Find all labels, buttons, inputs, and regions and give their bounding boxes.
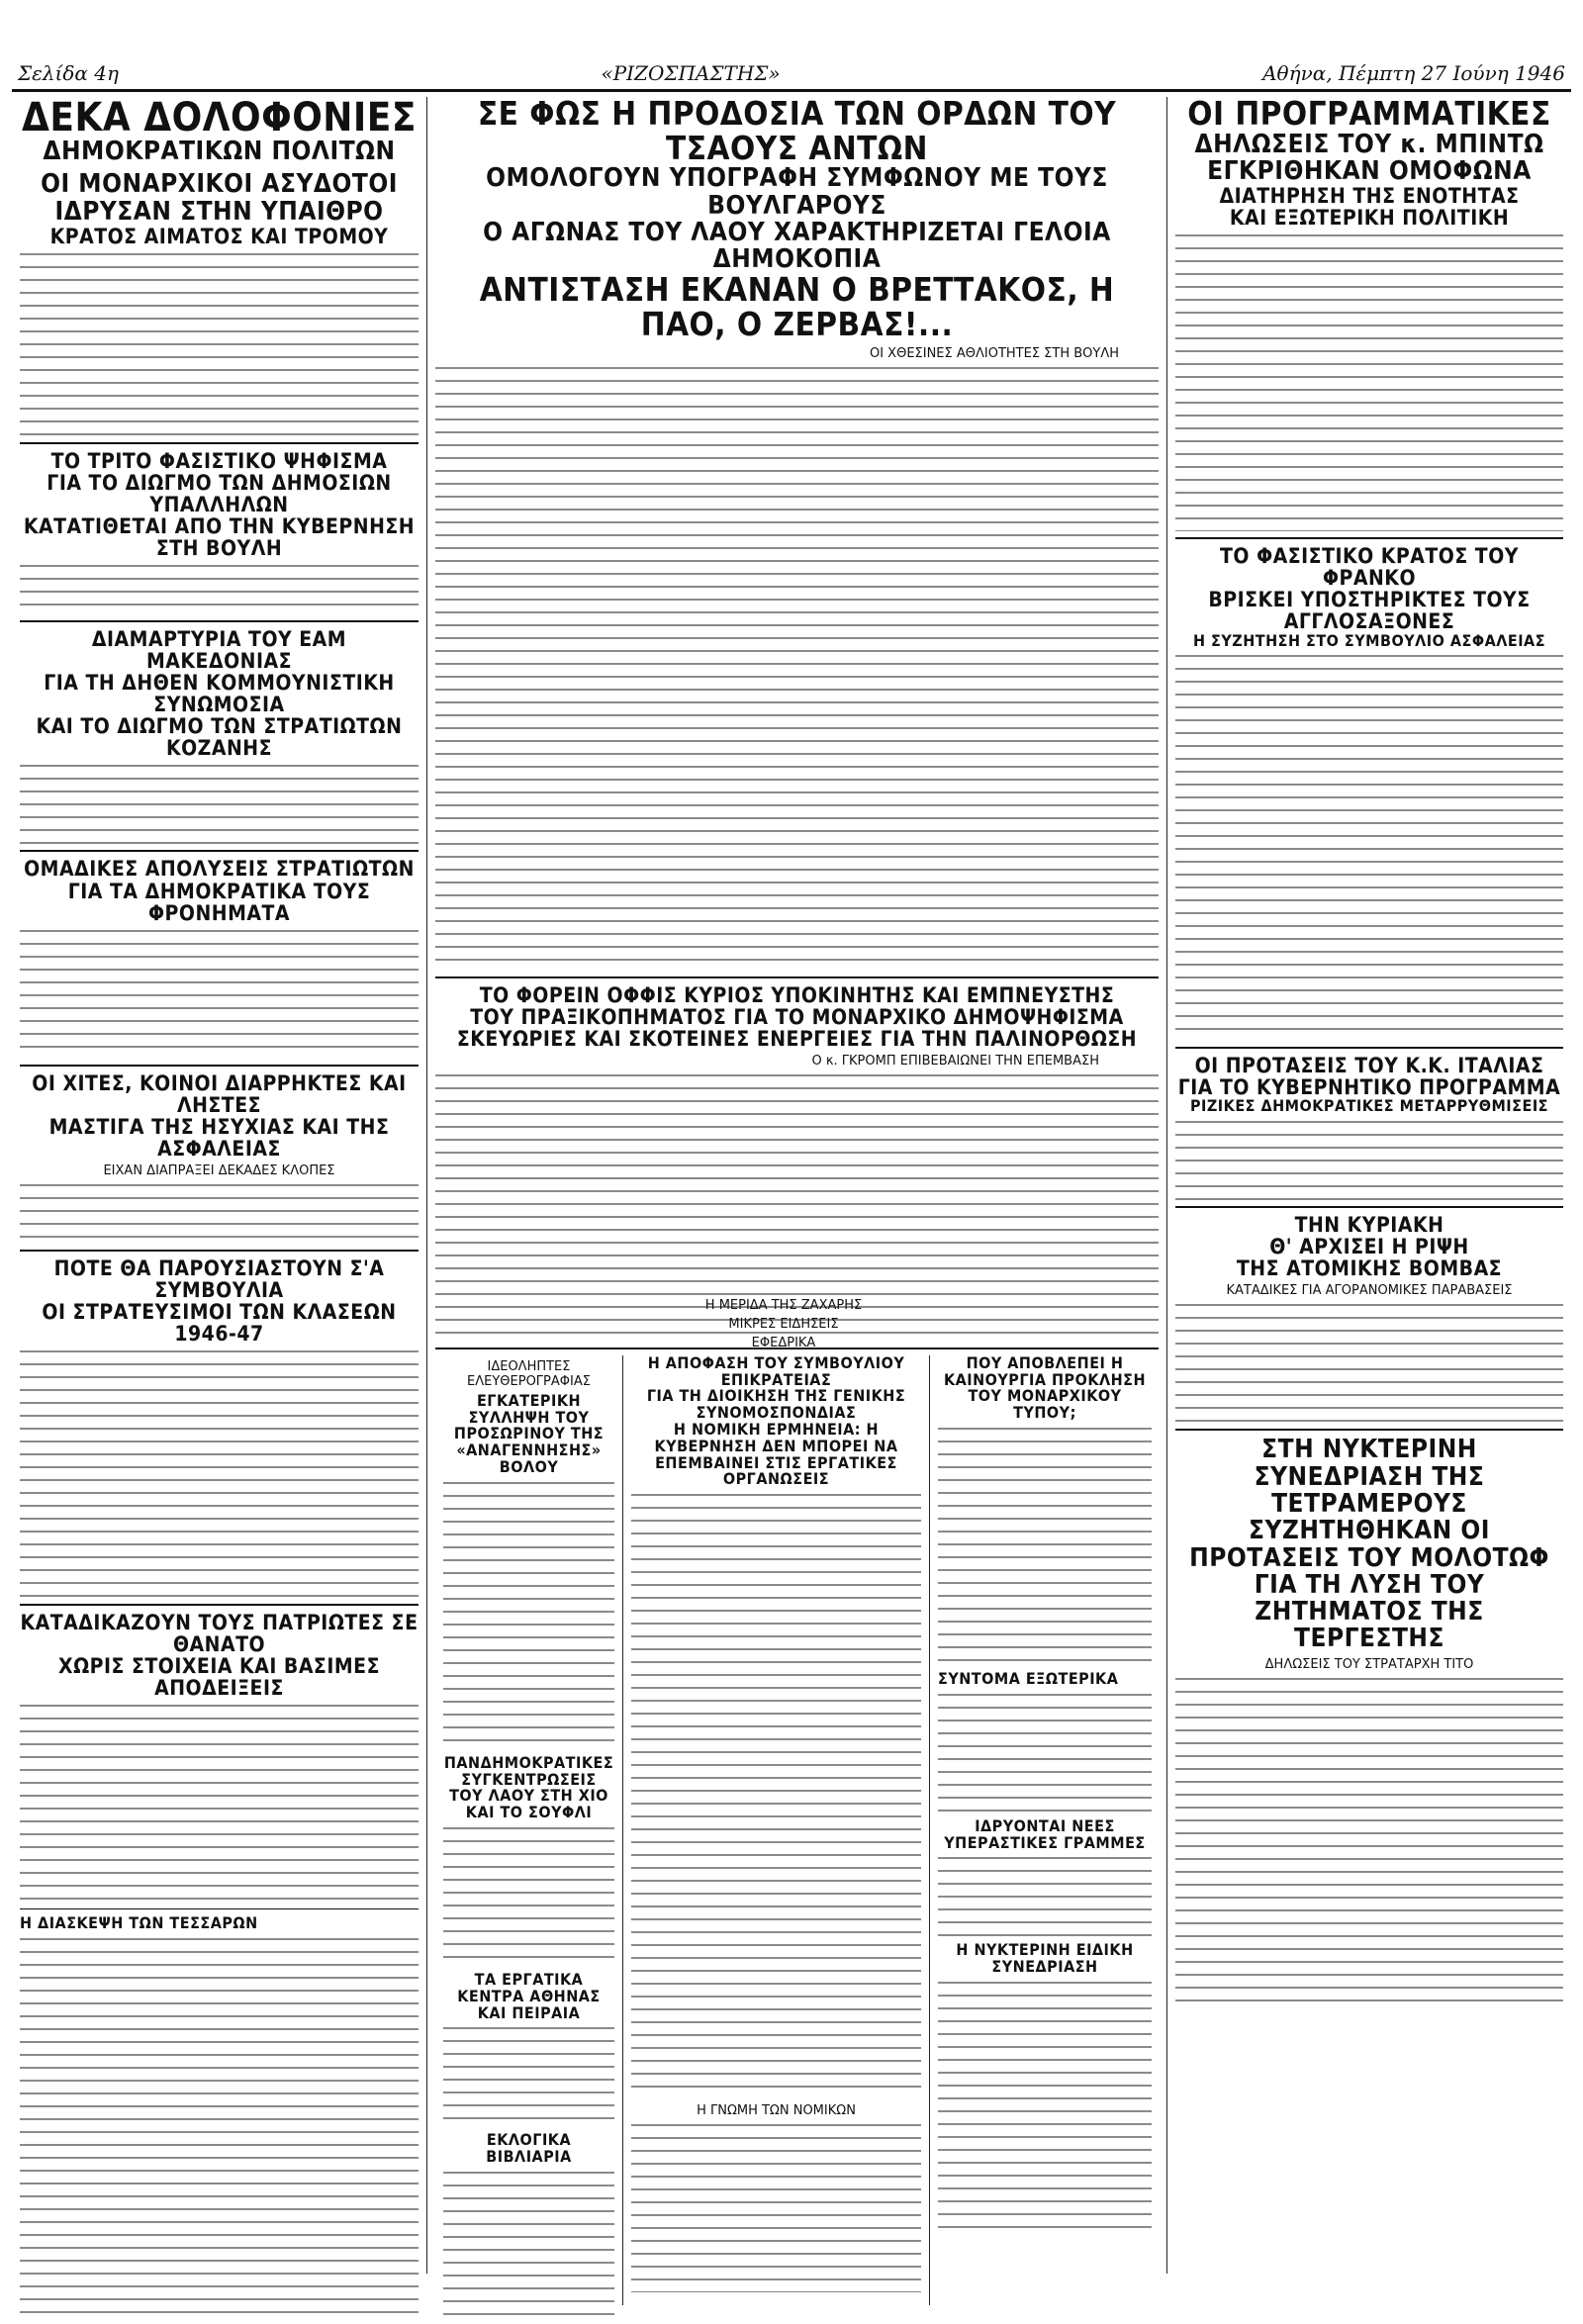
article-text xyxy=(938,1982,1152,2239)
subhead: ΓΙΑ ΤΟ ΚΥΒΕΡΝΗΤΙΚΟ ΠΡΟΓΡΑΜΜΑ xyxy=(1177,1075,1561,1100)
article-text xyxy=(1175,234,1563,531)
headline: ΕΚΛΟΓΙΚΑ ΒΙΒΛΙΑΡΙΑ xyxy=(486,2130,572,2167)
subhead: ΤΟΥ ΠΡΑΞΙΚΟΠΗΜΑΤΟΣ ΓΙΑ ΤΟ ΜΟΝΑΡΧΙΚΟ ΔΗΜΟΨΗΦΙΣΜΑ xyxy=(470,1004,1124,1029)
subhead: ΚΑΙ ΕΞΩΤΕΡΙΚΗ ΠΟΛΙΤΙΚΗ xyxy=(1229,206,1510,231)
dateline: Αθήνα, Πέμπτη 27 Ιούνη 1946 xyxy=(1262,61,1565,85)
article-text xyxy=(20,253,419,436)
headline: ΤΑ ΕΡΓΑΤΙΚΑ ΚΕΝΤΡΑ ΑΘΗΝΑΣ ΚΑΙ ΠΕΙΡΑΙΑ xyxy=(457,1970,601,2022)
kicker: ΜΙΚΡΕΣ ΕΙΔΗΣΕΙΣ xyxy=(728,1317,839,1332)
right-lead-headline: ΟΙ ΠΡΟΓΡΑΜΜΑΤΙΚΕΣ xyxy=(1187,94,1551,133)
headline: Η ΝΟΜΙΚΗ ΕΡΜΗΝΕΙΑ: Η ΚΥΒΕΡΝΗΣΗ ΔΕΝ ΜΠΟΡΕΙ ΝΑ ΕΠΕΜΒΑΙΝΕΙ ΣΤΙΣ ΕΡΓΑΤΙΚΕΣ ΟΡΓΑΝΩΣΕΙΣ xyxy=(654,1420,898,1489)
subhead: ΟΙ ΣΤΡΑΤΕΥΣΙΜΟΙ ΤΩΝ ΚΛΑΣΕΩΝ 1946-47 xyxy=(42,1299,397,1346)
article-text xyxy=(20,1184,419,1244)
kicker: ΚΑΤΑΔΙΚΕΣ ΓΙΑ ΑΓΟΡΑΝΟΜΙΚΕΣ ΠΑΡΑΒΑΣΕΙΣ xyxy=(1226,1283,1513,1299)
headline-foreign-office: ΤΟ ΦΟΡΕΙΝ ΟΦΦΙΣ ΚΥΡΙΟΣ ΥΠΟΚΙΝΗΤΗΣ ΚΑΙ ΕΜΠΝΕΥΣΤΗΣ xyxy=(479,982,1115,1007)
article-text xyxy=(20,1938,419,2324)
subhead: ΧΩΡΙΣ ΣΤΟΙΧΕΙΑ ΚΑΙ ΒΑΣΙΜΕΣ ΑΠΟΔΕΙΞΕΙΣ xyxy=(58,1654,380,1701)
headline-eam-protest: ΔΙΑΜΑΡΤΥΡΙΑ ΤΟΥ ΕΑΜ ΜΑΚΕΔΟΝΙΑΣ xyxy=(91,627,347,674)
article-text xyxy=(631,2124,921,2292)
subhead: ΚΑΙ ΤΟ ΔΙΩΓΜΟ ΤΩΝ ΣΤΡΑΤΙΩΤΩΝ ΚΟΖΑΝΗΣ xyxy=(36,714,403,761)
subhead: ΜΑΣΤΙΓΑ ΤΗΣ ΗΣΥΧΙΑΣ ΚΑΙ ΤΗΣ ΑΣΦΑΛΕΙΑΣ xyxy=(48,1114,390,1161)
article-text xyxy=(435,367,1159,971)
article-text xyxy=(1175,655,1563,1041)
article-text xyxy=(20,1705,419,1903)
headline-fascist-decree: ΤΟ ΤΡΙΤΟ ΦΑΣΙΣΤΙΚΟ ΨΗΦΙΣΜΑ xyxy=(50,448,388,473)
article-text xyxy=(938,1428,1152,1665)
headline-italy: ΟΙ ΠΡΟΤΑΣΕΙΣ ΤΟΥ Κ.Κ. ΙΤΑΛΙΑΣ xyxy=(1194,1054,1544,1078)
article-text xyxy=(443,1827,614,1966)
subhead: ΤΗΣ ΑΤΟΜΙΚΗΣ ΒΟΜΒΑΣ xyxy=(1236,1256,1503,1281)
lead-subhead-3: ΙΔΡΥΣΑΝ ΣΤΗΝ ΥΠΑΙΘΡΟ xyxy=(54,196,384,227)
main-subhead-3: ΑΝΤΙΣΤΑΣΗ ΕΚΑΝΑΝ Ο ΒΡΕΤΤΑΚΟΣ, Η ΠΑΟ, Ο ΖΕΡΒΑΣ!... xyxy=(479,270,1115,344)
article-text xyxy=(1175,1304,1563,1423)
subhead: ΣΥΖΗΤΗΘΗΚΑΝ ΟΙ ΠΡΟΤΑΣΕΙΣ ΤΟΥ ΜΟΛΟΤΩΦ xyxy=(1189,1516,1549,1573)
article-text xyxy=(20,565,419,614)
subhead: ΓΙΑ ΤΑ ΔΗΜΟΚΡΑΤΙΚΑ ΤΟΥΣ ΦΡΟΝΗΜΑΤΑ xyxy=(67,879,371,925)
subhead: ΒΡΙΣΚΕΙ ΥΠΟΣΤΗΡΙΚΤΕΣ ΤΟΥΣ ΑΓΓΛΟΣΑΞΟΝΕΣ xyxy=(1208,588,1531,634)
headline: ΣΥΛΛΗΨΗ ΤΟΥ ΠΡΟΣΩΡΙΝΟΥ ΤΗΣ «ΑΝΑΓΕΝΝΗΣΗΣ» ΒΟΛΟΥ xyxy=(453,1407,605,1477)
kicker: Η ΜΕΡΙΔΑ ΤΗΣ ΖΑΧΑΡΗΣ xyxy=(704,1298,863,1313)
subhead: ΣΚΕΥΩΡΙΕΣ ΚΑΙ ΣΚΟΤΕΙΝΕΣ ΕΝΕΡΓΕΙΕΣ ΓΙΑ ΤΗΝ ΠΑΛΙΝΟΡΘΩΣΗ xyxy=(456,1026,1138,1051)
lead-subhead: ΔΗΜΟΚΡΑΤΙΚΩΝ ΠΟΛΙΤΩΝ xyxy=(43,137,396,166)
headline-chites: ΟΙ ΧΙΤΕΣ, ΚΟΙΝΟΙ ΔΙΑΡΡΗΚΤΕΣ ΚΑΙ ΛΗΣΤΕΣ xyxy=(32,1070,407,1117)
subhead: ΓΙΑ ΤΟ ΔΙΩΓΜΟ ΤΩΝ ΔΗΜΟΣΙΩΝ ΥΠΑΛΛΗΛΩΝ xyxy=(47,470,392,517)
subhead: ΔΙΑΤΗΡΗΣΗ ΤΗΣ ΕΝΟΤΗΤΑΣ xyxy=(1219,184,1520,209)
kicker: Ο κ. ΓΚΡΟΜΠ ΕΠΙΒΕΒΑΙΩΝΕΙ ΤΗΝ ΕΠΕΜΒΑΣΗ xyxy=(811,1053,1099,1069)
kicker: ΕΙΧΑΝ ΔΙΑΠΡΑΞΕΙ ΔΕΚΑΔΕΣ ΚΛΟΠΕΣ xyxy=(103,1162,335,1178)
kicker: ΟΙ ΧΘΕΣΙΝΕΣ ΑΘΛΙΟΤΗΤΕΣ ΣΤΗ ΒΟΥΛΗ xyxy=(869,345,1119,361)
headline: Η ΑΠΟΦΑΣΗ ΤΟΥ ΣΥΜΒΟΥΛΙΟΥ ΕΠΙΚΡΑΤΕΙΑΣ xyxy=(647,1352,905,1389)
newspaper-title: «ΡΙΖΟΣΠΑΣΤΗΣ» xyxy=(601,61,781,85)
article-text xyxy=(443,1482,614,1749)
headline-death-sentences: ΚΑΤΑΔΙΚΑΖΟΥΝ ΤΟΥΣ ΠΑΤΡΙΩΤΕΣ ΣΕ ΘΑΝΑΤΟ xyxy=(20,1610,419,1657)
kicker: ΕΦΕΔΡΙΚΑ xyxy=(751,1336,816,1350)
subhead: ΡΙΖΙΚΕΣ ΔΗΜΟΚΡΑΤΙΚΕΣ ΜΕΤΑΡΡΥΘΜΙΣΕΙΣ xyxy=(1189,1096,1549,1116)
article-text xyxy=(443,2027,614,2126)
article-text xyxy=(20,765,419,844)
headline: ΓΙΑ ΤΗ ΔΙΟΙΚΗΣΗ ΤΗΣ ΓΕΝΙΚΗΣ ΣΥΝΟΜΟΣΠΟΝΔΙΑΣ xyxy=(646,1386,906,1423)
article-text xyxy=(20,1350,419,1598)
headline-molotov: ΣΤΗ ΝΥΚΤΕΡΙΝΗ ΣΥΝΕΔΡΙΑΣΗ ΤΗΣ ΤΕΤΡΑΜΕΡΟΥΣ xyxy=(1254,1435,1485,1519)
article-text xyxy=(1175,1121,1563,1200)
subhead: ΔΗΛΩΣΕΙΣ ΤΟΥ κ. ΜΠΙΝΤΩ xyxy=(1194,129,1544,159)
article-text xyxy=(631,1494,921,2097)
lower-mid-box xyxy=(623,1352,930,2305)
headline-dismissals: ΟΜΑΔΙΚΕΣ ΑΠΟΛΥΣΕΙΣ ΣΤΡΑΤΙΩΤΩΝ xyxy=(24,857,415,882)
article-text xyxy=(20,930,419,1059)
right-column xyxy=(1167,94,1571,2274)
subhead: ΕΓΚΡΙΘΗΚΑΝ ΟΜΟΦΩΝΑ xyxy=(1207,155,1532,186)
article-text xyxy=(938,1857,1152,1936)
headline: ΠΑΝΔΗΜΟΚΡΑΤΙΚΕΣ ΣΥΓΚΕΝΤΡΩΣΕΙΣ ΤΟΥ ΛΑΟΥ ΣΤΗ ΧΙΟ ΚΑΙ ΤΟ ΣΟΥΦΛΙ xyxy=(443,1752,614,1822)
headline: ΣΥΝΤΟΜΑ ΕΞΩΤΕΡΙΚΑ xyxy=(938,1669,1119,1689)
article-text xyxy=(938,1694,1152,1813)
left-column xyxy=(12,97,427,2274)
headline-four-powers: Η ΔΙΑΣΚΕΨΗ ΤΩΝ ΤΕΣΣΑΡΩΝ xyxy=(20,1913,258,1933)
headline-conscripts: ΠΟΤΕ ΘΑ ΠΑΡΟΥΣΙΑΣΤΟΥΝ Σ'Α ΣΥΜΒΟΥΛΙΑ xyxy=(53,1255,385,1302)
lower-left-box xyxy=(435,1355,623,2305)
kicker: ΙΔΕΟΛΗΠΤΕΣ ΕΛΕΥΘΕΡΟΓΡΑΦΙΑΣ xyxy=(467,1358,591,1389)
main-subhead: ΟΜΟΛΟΓΟΥΝ ΥΠΟΓΡΑΦΗ ΣΥΜΦΩΝΟΥ ΜΕ ΤΟΥΣ ΒΟΥΛΓΑΡΟΥΣ xyxy=(486,163,1108,221)
article-text xyxy=(443,2172,614,2320)
lead-subhead-4: ΚΡΑΤΟΣ ΑΙΜΑΤΟΣ ΚΑΙ ΤΡΟΜΟΥ xyxy=(49,224,389,248)
subhead: ΚΑΤΑΤΙΘΕΤΑΙ ΑΠΟ ΤΗΝ ΚΥΒΕΡΝΗΣΗ ΣΤΗ ΒΟΥΛΗ xyxy=(23,514,416,561)
lead-subhead-2: ΟΙ ΜΟΝΑΡΧΙΚΟΙ ΑΣΥΔΟΤΟΙ xyxy=(41,169,398,200)
headline: ΠΟΥ ΑΠΟΒΛΕΠΕΙ Η ΚΑΙΝΟΥΡΓΙΑ ΠΡΟΚΛΗΣΗ ΤΟΥ ΜΟΝΑΡΧΙΚΟΥ ΤΥΠΟΥ; xyxy=(943,1352,1147,1423)
headline: ΙΔΡΥΟΝΤΑΙ ΝΕΕΣ ΥΠΕΡΑΣΤΙΚΕΣ ΓΡΑΜΜΕΣ xyxy=(944,1815,1146,1852)
masthead xyxy=(12,59,1571,92)
headline: Η ΝΥΚΤΕΡΙΝΗ ΕΙΔΙΚΗ ΣΥΝΕΔΡΙΑΣΗ xyxy=(956,1940,1134,1977)
subhead: Θ' ΑΡΧΙΣΕΙ Η ΡΙΨΗ xyxy=(1269,1235,1469,1259)
newspaper-page xyxy=(12,94,1571,2274)
main-headline: ΣΕ ΦΩΣ Η ΠΡΟΔΟΣΙΑ ΤΩΝ ΟΡΔΩΝ ΤΟΥ ΤΣΑΟΥΣ ΑΝΤΩΝ xyxy=(477,94,1117,167)
small-boxes xyxy=(665,1294,902,1354)
main-subhead-2: Ο ΑΓΩΝΑΣ ΤΟΥ ΛΑΟΥ ΧΑΡΑΚΤΗΡΙΖΕΤΑΙ ΓΕΛΟΙΑ ΔΗΜΟΚΟΠΙΑ xyxy=(483,217,1111,275)
headline: ΕΓΚΑΤΕΡΙΚΗ xyxy=(476,1390,582,1410)
kicker: Η ΓΝΩΜΗ ΤΩΝ ΝΟΜΙΚΩΝ xyxy=(697,2103,856,2119)
lower-right-box xyxy=(930,1352,1160,2305)
subhead: Η ΣΥΖΗΤΗΣΗ ΣΤΟ ΣΥΜΒΟΥΛΙΟ ΑΣΦΑΛΕΙΑΣ xyxy=(1192,630,1546,650)
kicker: ΔΗΛΩΣΕΙΣ ΤΟΥ ΣΤΡΑΤΑΡΧΗ ΤΙΤΟ xyxy=(1264,1656,1474,1672)
headline-franco: ΤΟ ΦΑΣΙΣΤΙΚΟ ΚΡΑΤΟΣ ΤΟΥ ΦΡΑΝΚΟ xyxy=(1220,544,1519,591)
headline-atomic-bomb: ΤΗΝ ΚΥΡΙΑΚΗ xyxy=(1294,1213,1444,1238)
page-number: Σελίδα 4η xyxy=(18,61,120,85)
subhead: ΓΙΑ ΤΗ ΛΥΣΗ ΤΟΥ ΖΗΤΗΜΑΤΟΣ ΤΗΣ ΤΕΡΓΕΣΤΗΣ xyxy=(1254,1569,1485,1654)
subhead: ΓΙΑ ΤΗ ΔΗΘΕΝ ΚΟΜΜΟΥΝΙΣΤΙΚΗ ΣΥΝΩΜΟΣΙΑ xyxy=(44,671,395,717)
article-text xyxy=(1175,1678,1563,2004)
center-column xyxy=(427,94,1167,2274)
lead-headline: ΔΕΚΑ ΔΟΛΟΦΟΝΙΕΣ xyxy=(22,95,417,140)
lower-section xyxy=(435,1352,1159,2305)
